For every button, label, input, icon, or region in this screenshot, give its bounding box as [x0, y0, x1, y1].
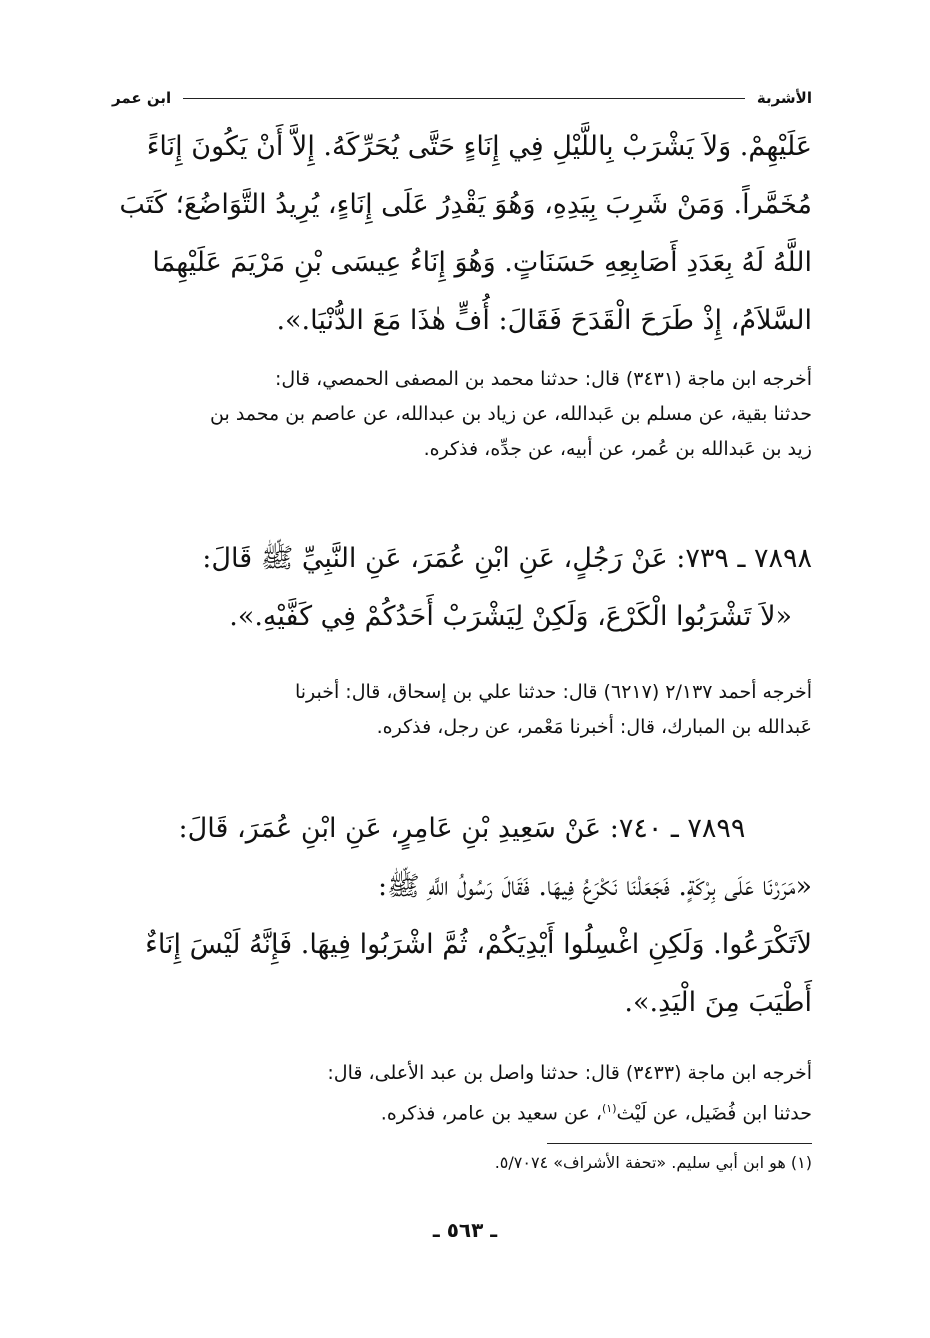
hadith-7898: [112, 530, 812, 646]
takhrij-text: ، عن سعيد بن عامر، فذكره.: [380, 1102, 602, 1125]
footnote-separator: [547, 1143, 812, 1144]
takhrij-line: زيد بن عَبدالله بن عُمر، عن أبيه، عن جدِّه، فذكره.: [423, 438, 812, 460]
hadith-line: عَلَيْهِمْ. وَلاَ يَشْرَبْ بِاللَّيْلِ فِي إِنَاءٍ حَتَّى يُحَرِّكَهُ. إِلاَّ أَنْ يَكُونَ إِنَاءً: [146, 131, 812, 162]
footnote-marker: (١): [601, 1102, 617, 1115]
hadith-line: اللَّهُ لَهُ بِعَدَدِ أَصَابِعِهِ حَسَنَاتٍ. وَهُوَ إِنَاءُ عِيسَى بْنِ مَرْيَمَ عَلَيْهِمَا: [152, 247, 812, 278]
takhrij-line: أخرجه ابن ماجة (٣٤٣٣) قال: حدثنا واصل بن عبد الأعلى، قال:: [327, 1062, 812, 1084]
hadith-line: السَّلاَمُ، إِذْ طَرَحَ الْقَدَحَ فَقَالَ: أُفٍّ هٰذَا مَعَ الدُّنْيَا.».: [276, 305, 812, 336]
hadith-line: مُخَمَّراً. وَمَنْ شَرِبَ بِيَدِهِ، وَهُوَ يَقْدِرُ عَلَى إِنَاءٍ، يُرِيدُ التَّوَاضُعَ؛ كَتَبَ: [119, 189, 812, 220]
takhrij-note-2: [112, 675, 812, 745]
hadith-heading: ٧٨٩٨ ـ ٧٣٩: عَنْ رَجُلٍ، عَنِ ابْنِ عُمَرَ، عَنِ النَّبِيِّ ﷺ قَالَ:: [202, 543, 812, 574]
hadith-line: «مَرَرْنَا عَلَى بِرْكَةٍ. فَجَعَلْنَا نَكْرَعُ فِيهَا. فَقَالَ رَسُولُ اللَّهِ ﷺ:: [378, 871, 812, 902]
hadith-heading: ٧٨٩٩ ـ ٧٤٠: عَنْ سَعِيدِ بْنِ عَامِرٍ، عَنِ ابْنِ عُمَرَ، قَالَ:: [178, 813, 746, 844]
page-number: ـ ٥٦٣ ـ: [432, 1218, 498, 1242]
takhrij-note-3: [112, 1056, 812, 1131]
hadith-7899: [112, 800, 812, 1032]
takhrij-line: أخرجه ابن ماجة (٣٤٣١) قال: حدثنا محمد بن المصفى الحمصي، قال:: [275, 368, 812, 390]
section-title: ابن عمر: [112, 89, 172, 107]
hadith-line: «لاَ تَشْرَبُوا الْكَرْعَ، وَلَكِنْ لِيَشْرَبْ أَحَدُكُمْ فِي كَفَّيْهِ.».: [229, 601, 792, 632]
takhrij-line: [112, 1091, 812, 1131]
takhrij-text: حدثنا ابن فُضَيل، عن لَيْث: [616, 1102, 812, 1125]
chapter-title: الأشربة: [756, 89, 812, 107]
header-rule: [183, 98, 745, 99]
takhrij-line: عَبدالله بن المبارك، قال: أخبرنا مَعْمر، عن رجل، فذكره.: [376, 716, 812, 738]
hadith-continuation: [112, 118, 812, 350]
takhrij-line: أخرجه أحمد ٢/١٣٧ (٦٢١٧) قال: حدثنا علي بن إسحاق، قال: أخبرنا: [294, 681, 812, 703]
hadith-line: لاَتَكْرَعُوا. وَلَكِنِ اغْسِلُوا أَيْدِيَكُمْ، ثُمَّ اشْرَبُوا فِيهَا. فَإِنَّهُ لَيْسَ إِنَاءٌ: [145, 929, 812, 960]
hadith-line: أَطْيَبَ مِنَ الْيَدِ.».: [624, 987, 812, 1018]
takhrij-note-1: [112, 362, 812, 467]
running-header: [112, 86, 812, 110]
footnote: (١) هو ابن أبي سليم. «تحفة الأشراف» ٥/٧٠٧٤.: [494, 1153, 812, 1172]
takhrij-line: حدثنا بقية، عن مسلم بن عَبدالله، عن زياد بن عبدالله، عن عاصم بن محمد بن: [210, 403, 812, 425]
